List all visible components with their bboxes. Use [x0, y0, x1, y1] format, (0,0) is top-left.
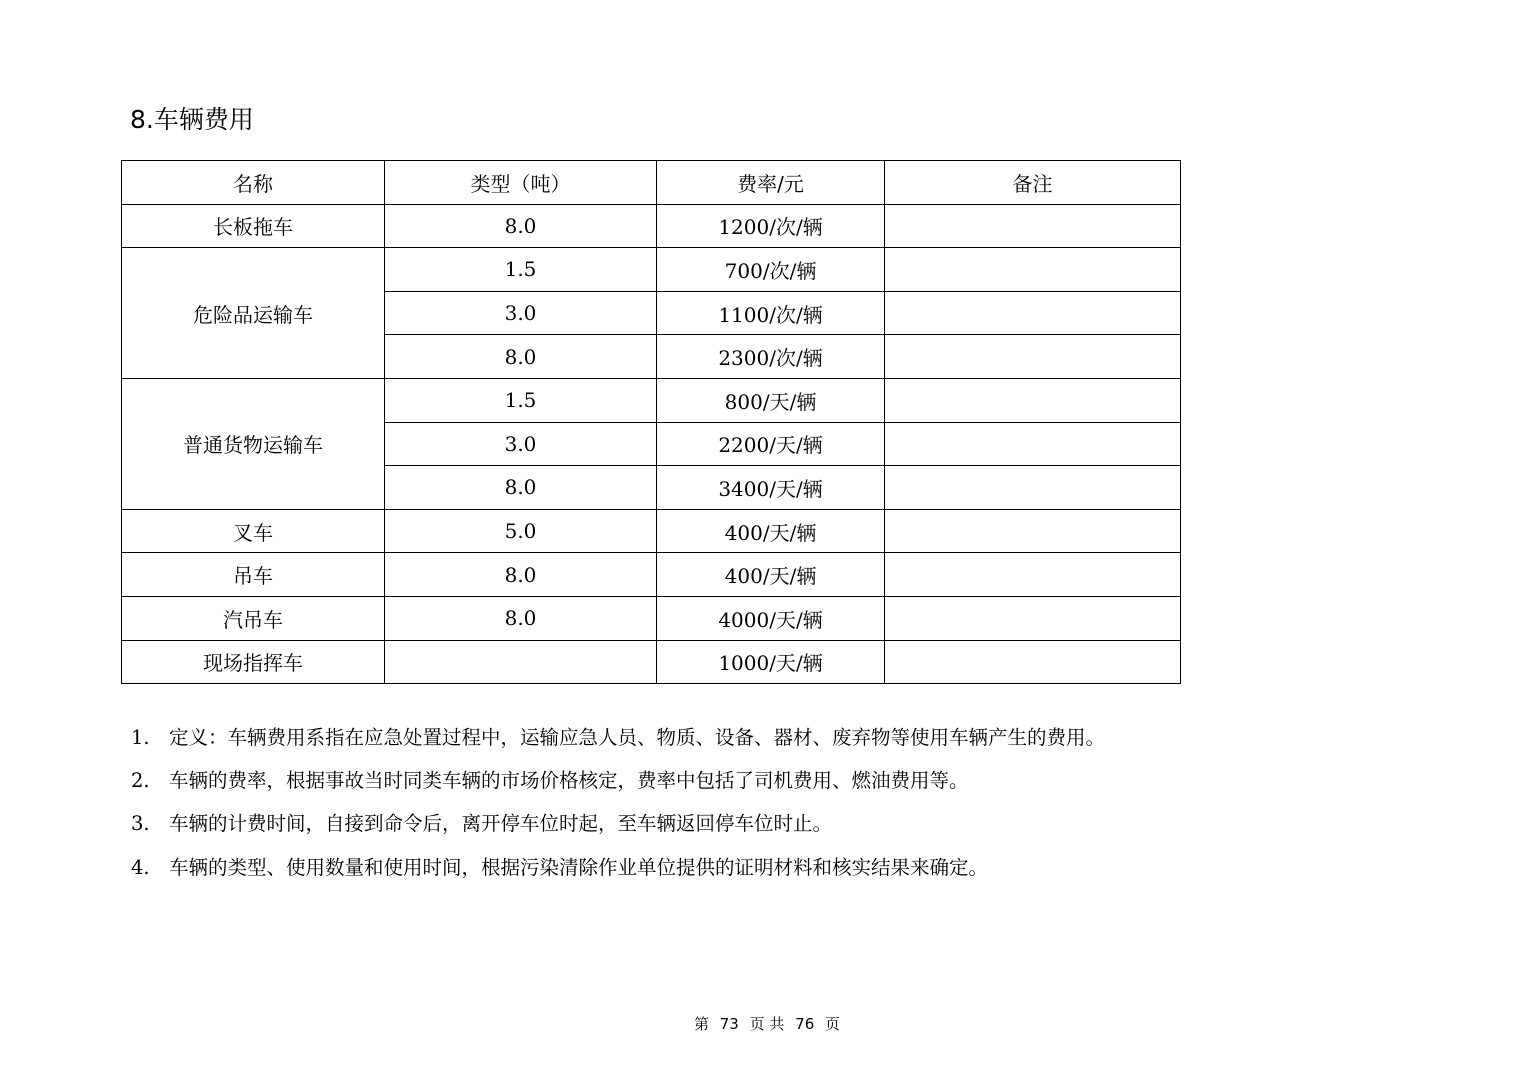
vehicle-type-cell — [385, 640, 657, 684]
header-type: 类型（吨） — [385, 161, 657, 205]
vehicle-type-cell: 1.5 — [385, 248, 657, 292]
note-text: 定义：车辆费用系指在应急处置过程中，运输应急人员、物质、设备、器材、废弃物等使用车辆产生的费用。 — [169, 726, 1106, 749]
vehicle-name-cell: 长板拖车 — [122, 204, 385, 248]
vehicle-type-cell: 8.0 — [385, 335, 657, 379]
vehicle-note-cell — [885, 248, 1181, 292]
note-item — [131, 846, 1105, 889]
vehicle-name-cell: 吊车 — [122, 553, 385, 597]
vehicle-type-cell: 8.0 — [385, 204, 657, 248]
note-number: 2. — [131, 769, 150, 793]
vehicle-rate-cell: 3400/天/辆 — [657, 466, 885, 510]
total-page-number: 76 — [795, 1015, 815, 1033]
note-number: 4. — [131, 855, 150, 879]
table-row — [122, 640, 1181, 684]
vehicle-rate-cell: 400/天/辆 — [657, 553, 885, 597]
vehicle-rate-cell: 2200/天/辆 — [657, 422, 885, 466]
vehicle-note-cell — [885, 596, 1181, 640]
footer-prefix: 第 — [693, 1015, 709, 1033]
vehicle-type-cell: 8.0 — [385, 596, 657, 640]
note-text: 车辆的费率，根据事故当时同类车辆的市场价格核定，费率中包括了司机费用、燃油费用等。 — [169, 769, 969, 793]
header-rate: 费率/元 — [657, 161, 885, 205]
vehicle-rate-cell: 4000/天/辆 — [657, 596, 885, 640]
notes-list — [131, 716, 1105, 889]
vehicle-name-cell: 危险品运输车 — [122, 248, 385, 379]
vehicle-rate-cell: 1100/次/辆 — [657, 291, 885, 335]
vehicle-rate-cell: 800/天/辆 — [657, 378, 885, 422]
vehicle-fee-table — [121, 160, 1181, 684]
vehicle-rate-cell: 700/次/辆 — [657, 248, 885, 292]
vehicle-note-cell — [885, 466, 1181, 510]
vehicle-name-cell: 叉车 — [122, 509, 385, 553]
vehicle-rate-cell: 1200/次/辆 — [657, 204, 885, 248]
vehicle-rate-cell: 2300/次/辆 — [657, 335, 885, 379]
note-text: 车辆的计费时间，自接到命令后，离开停车位时起，至车辆返回停车位时止。 — [169, 812, 833, 836]
current-page-number: 73 — [719, 1015, 739, 1033]
note-number: 1. — [131, 726, 150, 749]
vehicle-type-cell: 8.0 — [385, 553, 657, 597]
note-text: 车辆的类型、使用数量和使用时间，根据污染清除作业单位提供的证明材料和核实结果来确定。 — [169, 855, 989, 879]
table-row — [122, 596, 1181, 640]
vehicle-note-cell — [885, 378, 1181, 422]
table-row — [122, 553, 1181, 597]
note-item — [131, 759, 1105, 802]
header-name: 名称 — [122, 161, 385, 205]
vehicle-note-cell — [885, 509, 1181, 553]
note-item — [131, 716, 1105, 759]
section-title: 8.车辆费用 — [130, 105, 254, 134]
vehicle-note-cell — [885, 204, 1181, 248]
vehicle-note-cell — [885, 640, 1181, 684]
table-row — [122, 378, 1181, 422]
footer-mid: 页 共 — [749, 1015, 785, 1033]
note-number: 3. — [131, 812, 150, 836]
page-footer — [0, 1013, 1534, 1035]
vehicle-note-cell — [885, 291, 1181, 335]
vehicle-type-cell: 3.0 — [385, 422, 657, 466]
vehicle-type-cell: 1.5 — [385, 378, 657, 422]
vehicle-type-cell: 8.0 — [385, 466, 657, 510]
table-row — [122, 509, 1181, 553]
vehicle-type-cell: 3.0 — [385, 291, 657, 335]
vehicle-note-cell — [885, 335, 1181, 379]
vehicle-name-cell: 汽吊车 — [122, 596, 385, 640]
note-item — [131, 802, 1105, 845]
vehicle-name-cell: 现场指挥车 — [122, 640, 385, 684]
table-row — [122, 204, 1181, 248]
vehicle-name-cell: 普通货物运输车 — [122, 378, 385, 509]
table-header-row — [122, 161, 1181, 205]
vehicle-note-cell — [885, 422, 1181, 466]
vehicle-rate-cell: 1000/天/辆 — [657, 640, 885, 684]
header-note: 备注 — [885, 161, 1181, 205]
vehicle-note-cell — [885, 553, 1181, 597]
vehicle-rate-cell: 400/天/辆 — [657, 509, 885, 553]
vehicle-type-cell: 5.0 — [385, 509, 657, 553]
table-row — [122, 248, 1181, 292]
footer-suffix: 页 — [825, 1015, 841, 1033]
